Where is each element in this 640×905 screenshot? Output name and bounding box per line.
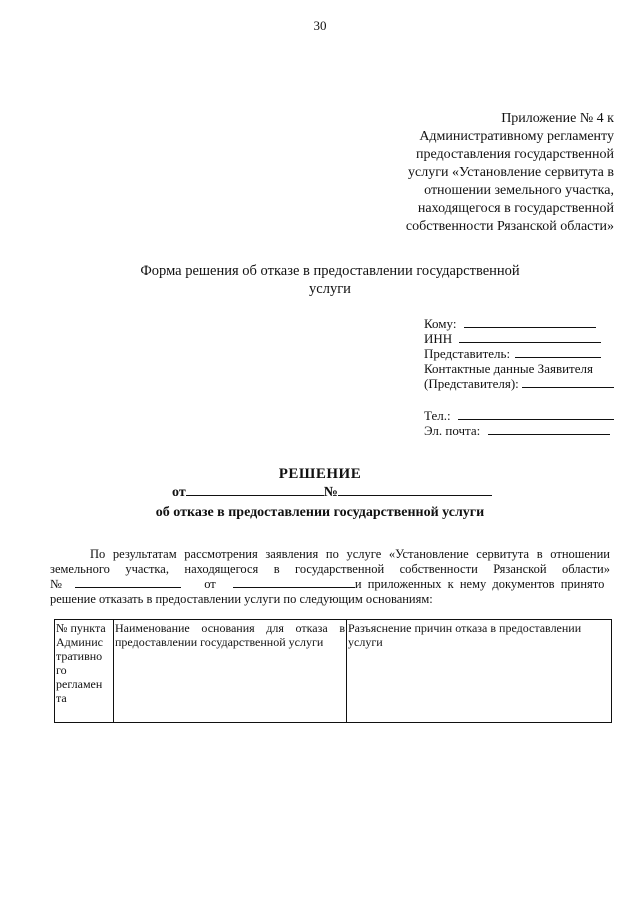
header-cell-line: предоставлении государственной услуги: [115, 635, 324, 649]
recipient-phone-row: [424, 408, 620, 423]
representative-field[interactable]: [515, 346, 601, 358]
appendix-line: собственности Рязанской области»: [405, 219, 614, 234]
to-field[interactable]: [464, 316, 596, 328]
recipient-inn-row: [424, 331, 620, 346]
to-label: Кому:: [424, 316, 457, 331]
reasons-table: [54, 619, 612, 723]
representative-label: Представитель:: [424, 346, 511, 361]
application-number-field[interactable]: [75, 576, 181, 588]
application-date-field[interactable]: [233, 576, 355, 588]
body-paragraph: [50, 547, 610, 606]
recipient-email-row: [424, 423, 620, 438]
table-row: [55, 620, 612, 723]
page-number: 30: [313, 18, 327, 33]
application-date-label: от: [204, 577, 216, 591]
header-cell-paragraph-number: № пункта Админис тративно го регламен та: [55, 620, 114, 723]
body-line: По результатам рассмотрения заявления по услуге «Установление сервитута в отношении: [90, 547, 610, 561]
recipient-contact-row: [424, 376, 620, 391]
number-label: №: [323, 485, 338, 500]
appendix-line: отношении земельного участка,: [424, 183, 614, 198]
body-line-fields: [50, 576, 610, 592]
recipient-to-row: [424, 316, 620, 331]
header-cell-explanation: Разъяснение причин отказа в предоставлении услуги: [347, 620, 612, 723]
body-line-rest: и приложенных к нему документов принято: [354, 577, 605, 591]
decision-date-number-line: [172, 484, 492, 501]
header-cell-line: Наименование основания для отказа в: [115, 621, 345, 635]
appendix-line: услуги «Установление сервитута в: [408, 165, 614, 180]
appendix-line: Административному регламенту: [419, 129, 614, 144]
phone-field[interactable]: [458, 408, 614, 420]
email-field[interactable]: [488, 423, 610, 435]
appendix-block: [324, 110, 614, 236]
appendix-line: Приложение № 4 к: [501, 111, 614, 126]
contact-label-line: Контактные данные Заявителя: [424, 361, 593, 376]
recipient-representative-row: [424, 346, 620, 361]
phone-label: Тел.:: [424, 408, 451, 423]
form-title-line: услуги: [309, 281, 351, 297]
header-cell-reason-name: [114, 620, 347, 723]
decision-date-field[interactable]: [186, 484, 324, 496]
inn-field[interactable]: [459, 331, 601, 343]
recipient-block: [424, 316, 620, 438]
appendix-line: предоставления государственной: [415, 147, 614, 162]
form-title: [60, 262, 600, 298]
body-line: решение отказать в предоставлении услуги по следующим основаниям:: [50, 591, 433, 606]
decision-number-field[interactable]: [338, 484, 492, 496]
email-label: Эл. почта:: [424, 423, 481, 438]
decision-title: РЕШЕНИЕ: [278, 466, 362, 482]
inn-label: ИНН: [424, 331, 453, 346]
contact-label: (Представителя):: [424, 376, 519, 391]
from-label: от: [172, 485, 186, 500]
body-line: земельного участка, находящегося в государственной собственности Рязанской области»: [50, 561, 610, 576]
appendix-line: находящегося в государственной: [417, 201, 614, 216]
form-title-line: Форма решения об отказе в предоставлении государственной: [140, 263, 520, 279]
decision-subtitle: об отказе в предоставлении государственной услуги: [155, 505, 485, 520]
contact-field[interactable]: [522, 376, 614, 388]
application-number-label: №: [50, 577, 62, 591]
